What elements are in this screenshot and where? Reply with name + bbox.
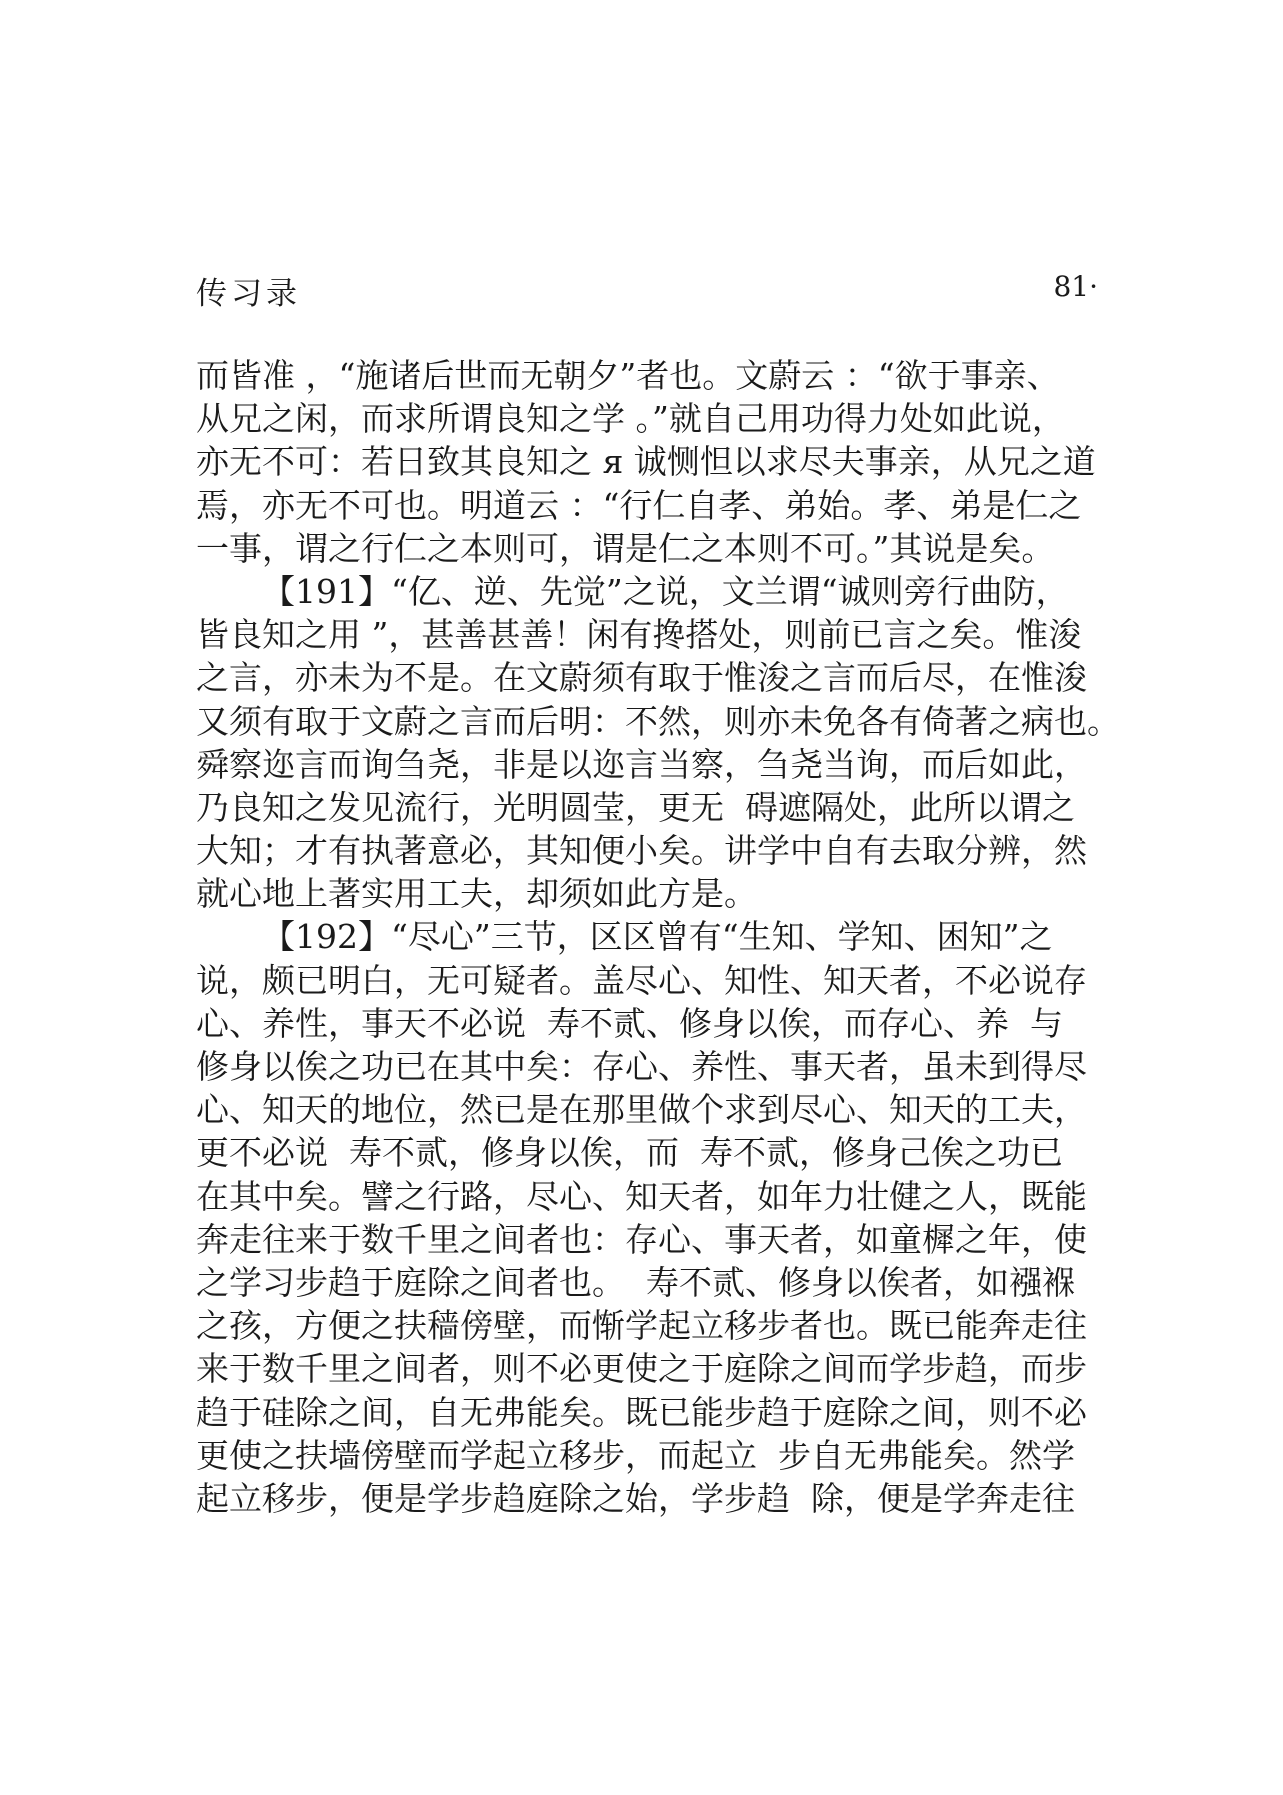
text-line: 更不必说 寿不贰，修身以俟，而 寿不贰，修身己俟之功已 <box>196 1133 1063 1173</box>
text-line: 之孩，方便之扶穑傍壁，而惭学起立移步者也。既已能奔走往 <box>196 1306 1087 1346</box>
text-line: 趋于硅除之间，自无弗能矣。既已能步趋于庭除之间，则不必 <box>196 1392 1087 1432</box>
text-line: 之学习步趋于庭除之间者也。 寿不贰、修身以俟者，如襁褓 <box>196 1262 1075 1302</box>
text-line: 来于数千里之间者，则不必更使之于庭除之间而学步趋，而步 <box>196 1349 1087 1389</box>
book-title: 传习录 <box>196 276 301 312</box>
body-text <box>196 354 1126 1520</box>
text-line: 皆良知之用 ”，甚善甚善！闲有搀搭处，则前已言之矣。惟浚 <box>196 615 1082 655</box>
text-line: 【191】“亿、逆、先觉”之说，文兰谓“诚则旁行曲防， <box>262 571 1069 611</box>
text-line: 说，颇已明白，无可疑者。盖尽心、知性、知天者，不必说存 <box>196 960 1087 1000</box>
text-line: 更使之扶墙傍壁而学起立移步，而起立 步自无弗能矣。然学 <box>196 1435 1075 1475</box>
text-line: 焉，亦无不可也。明道云 ：“行仁自孝、弟始。孝、弟是仁之 <box>196 485 1082 525</box>
text-line: 一事，谓之行仁之本则可，谓是仁之本则不可。”其说是矣。 <box>196 528 1055 568</box>
page-number: 81· <box>1053 270 1098 303</box>
text-line: 大知；才有执著意必，其知便小矣。讲学中自有去取分辨，然 <box>196 831 1087 871</box>
text-line: 而皆准 ，“施诸后世而无朝夕”者也。文蔚云 ：“欲于事亲、 <box>196 356 1060 395</box>
text-line: 又须有取于文蔚之言而后明：不然，则亦未免各有倚著之病也。 <box>196 701 1120 741</box>
text-line: 在其中矣。譬之行路，尽心、知天者，如年力壮健之人，既能 <box>196 1176 1087 1216</box>
text-line: 乃良知之发见流行，光明圆莹，更无 碍遮隔处，此所以谓之 <box>196 787 1075 827</box>
text-line: 就心地上著实用工夫，却须如此方是。 <box>196 874 757 914</box>
text-line: 【192】“尽心”三节，区区曾有“生知、学知、困知”之 <box>262 917 1053 957</box>
text-line: 舜察迩言而询刍尧，非是以迩言当察，刍尧当询，而后如此， <box>196 744 1087 784</box>
text-line: 亦无不可：若日致其良知之 я 诚恻怛以求尽夫事亲，从兄之道 <box>196 442 1096 482</box>
text-line: 奔走往来于数千里之间者也：存心、事天者，如童樨之年，使 <box>196 1219 1087 1259</box>
text-line: 之言，亦未为不是。在文蔚须有取于惟浚之言而后尽，在惟浚 <box>196 658 1087 698</box>
text-line: 起立移步，便是学步趋庭除之始，学步趋 除，便是学奔走往 <box>196 1478 1075 1518</box>
text-line: 心、养性，事天不必说 寿不贰、修身以俟，而存心、养 与 <box>196 1003 1063 1043</box>
text-line: 从兄之闲，而求所谓良知之学 。”就自己用功得力处如此说， <box>196 399 1065 439</box>
text-line: 心、知天的地位，然已是在那里做个求到尽心、知天的工夫， <box>196 1090 1087 1130</box>
running-header <box>196 268 1098 312</box>
text-line: 修身以俟之功已在其中矣：存心、养性、事天者，虽未到得尽 <box>196 1047 1087 1086</box>
